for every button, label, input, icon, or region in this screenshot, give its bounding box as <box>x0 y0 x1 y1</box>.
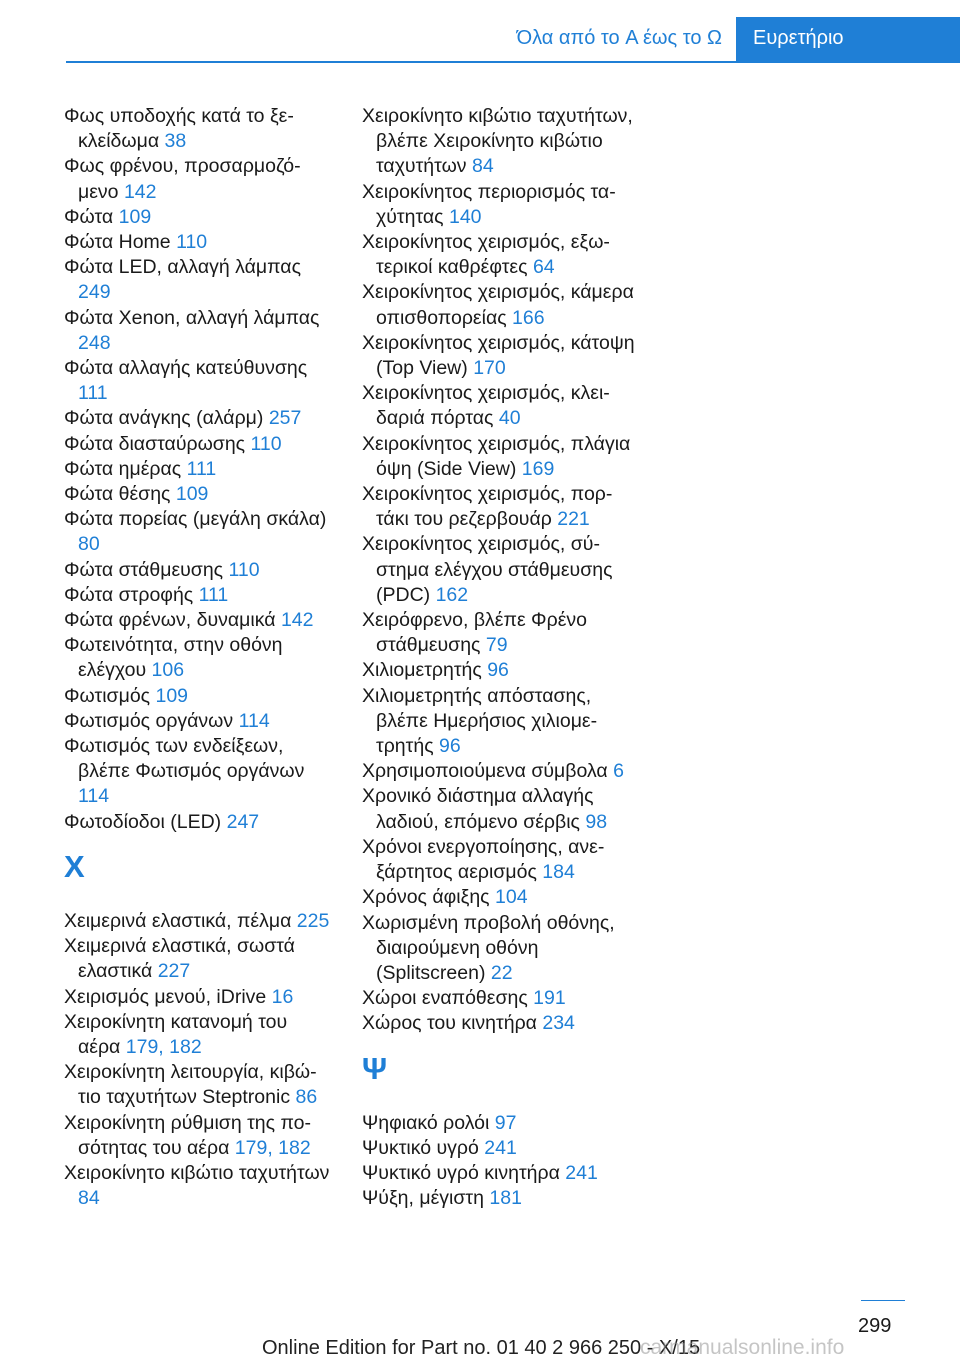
index-entry <box>362 230 637 280</box>
index-entry <box>362 911 637 987</box>
index-entry-page-link[interactable]: 96 <box>439 735 461 758</box>
index-entry-page-link[interactable]: 86 <box>295 1086 318 1109</box>
index-entry-page-link[interactable]: 184 <box>542 861 575 884</box>
index-entry-page-link[interactable]: 179, 182 <box>234 1136 311 1159</box>
index-entry-page-link[interactable]: 96 <box>487 659 509 682</box>
index-entry-page-link[interactable]: 248 <box>78 331 111 354</box>
index-entry-page-link[interactable]: 79 <box>485 634 508 657</box>
index-entry <box>362 331 637 381</box>
index-entry-term: Φώτα LED, αλλαγή λάμπας <box>64 256 301 279</box>
index-entry-page-link[interactable]: 84 <box>471 155 494 178</box>
index-entry <box>362 381 637 431</box>
index-entry-term: Φωτεινότητα, στην οθόνη ελέγχου <box>64 634 283 682</box>
index-entry-term: Χειροκίνητη κατανομή του αέρα <box>64 1010 288 1058</box>
index-column-left <box>64 104 332 1211</box>
index-entry <box>64 154 332 204</box>
index-entry-term: Χρόνος άφιξης <box>362 886 495 909</box>
index-entry-page-link[interactable]: 109 <box>175 483 209 506</box>
index-entry <box>362 1186 637 1211</box>
index-entry <box>64 255 332 305</box>
index-entry-term: Χειροκίνητη λειτουργία, κιβώτιο ταχυτήτων Steptronic <box>64 1061 317 1109</box>
index-entry-term: Φως υποδοχής κατά το ξεκλείδωμα <box>64 105 294 153</box>
index-entry-page-link[interactable]: 111 <box>198 583 229 606</box>
index-entry-page-link[interactable]: 6 <box>613 760 624 783</box>
index-entry-term: Χειροκίνητο κιβώτιο ταχυτήτων, βλέπε Χειροκίνητο κιβώτιο ταχυτήτων <box>362 105 633 178</box>
index-entry <box>64 985 332 1010</box>
index-entry-page-link[interactable]: 111 <box>78 382 108 405</box>
index-column-right <box>362 104 637 1211</box>
index-entry <box>64 709 332 734</box>
index-entry <box>64 432 332 457</box>
index-entry-page-link[interactable]: 110 <box>228 558 260 581</box>
index-entry-term: Φωτοδίοδοι (LED) <box>64 810 227 833</box>
index-entry-term: Χρόνοι ενεργοποίησης, ανεξάρτητος αερισμός <box>362 835 605 884</box>
index-entry-term: Φώτα Xenon, αλλαγή λάμπας <box>64 306 320 329</box>
index-entry <box>362 104 637 180</box>
index-entry <box>64 734 332 810</box>
index-entry <box>64 306 332 356</box>
index-entry <box>362 986 637 1011</box>
index-entry-page-link[interactable]: 110 <box>176 231 208 254</box>
index-entry-page-link[interactable]: 169 <box>521 457 555 480</box>
index-entry-term: Χώροι εναπόθεσης <box>362 987 534 1010</box>
index-entry-page-link[interactable]: 257 <box>268 407 302 430</box>
index-entry-page-link[interactable]: 249 <box>78 281 111 304</box>
index-entry-term: Χειροκίνητος χειρισμός, εξωτερικοί καθρέφτες <box>362 231 610 279</box>
index-entry-term: Χειροκίνητος χειρισμός, κάμερα οπισθοπορείας <box>362 281 634 329</box>
index-entry <box>362 1011 637 1036</box>
index-entry-page-link[interactable]: 241 <box>565 1161 598 1184</box>
page-number: 299 <box>858 1315 892 1337</box>
index-letter-heading: Χ <box>64 848 85 884</box>
index-entry-term: Χωρισμένη προβολή οθόνης, διαιρούμενη οθόνη (Splitscreen) <box>362 911 615 984</box>
index-entry-page-link[interactable]: 97 <box>494 1111 517 1134</box>
index-entry <box>362 180 637 230</box>
index-entry-term: Χρησιμοποιούμενα σύμβολα <box>362 760 614 783</box>
index-entry-page-link[interactable]: 40 <box>498 407 521 430</box>
index-entry <box>362 658 637 683</box>
index-entry-page-link[interactable]: 109 <box>155 684 189 707</box>
index-entry-term: Χώρος του κινητήρα <box>362 1012 543 1035</box>
index-entry-term: Φώτα στροφής <box>64 583 199 606</box>
index-entry-term: Φώτα <box>64 205 119 228</box>
index-entry-term: Φως φρένου, προσαρμοζόμενο <box>64 155 301 203</box>
index-entry <box>362 684 637 760</box>
index-entry <box>362 759 637 784</box>
index-entry-page-link[interactable]: 114 <box>78 785 110 808</box>
index-entry-page-link[interactable]: 227 <box>157 960 191 983</box>
index-entry-term: Χειροκίνητος χειρισμός, πλάγια όψη (Side View) <box>362 432 631 480</box>
index-entry-term: Ψυκτικό υγρό κινητήρα <box>362 1161 566 1184</box>
index-entry-page-link[interactable]: 234 <box>542 1012 575 1035</box>
index-entry-page-link[interactable]: 80 <box>78 533 100 556</box>
index-entry-term: Ψύξη, μέγιστη <box>362 1187 490 1210</box>
index-entry-page-link[interactable]: 140 <box>448 205 482 228</box>
index-entry <box>362 784 637 834</box>
index-entry <box>64 406 332 431</box>
index-entry-page-link[interactable]: 22 <box>490 961 513 984</box>
index-entry <box>362 280 637 330</box>
index-entry <box>64 1111 332 1161</box>
index-entry-term: Χειροκίνητος χειρισμός, κλειδαριά πόρτας <box>362 382 610 430</box>
index-entry-page-link[interactable]: 114 <box>238 709 270 732</box>
index-entry-term: Χειροκίνητος περιορισμός ταχύτητας <box>362 180 616 228</box>
index-entry <box>362 835 637 885</box>
edition-note: Online Edition for Part no. 01 40 2 966 250 - X/15 <box>262 1337 701 1359</box>
index-entry-term: Φώτα φρένων, δυναμικά <box>64 609 281 632</box>
index-entry <box>64 684 332 709</box>
index-entry-term: Χειροκίνητος χειρισμός, πορτάκι του ρεζερβουάρ <box>362 483 613 531</box>
index-entry-page-link[interactable]: 142 <box>123 180 157 203</box>
index-entry-term: Χειμερινά ελαστικά, πέλμα <box>64 909 297 932</box>
index-entry-page-link[interactable]: 64 <box>532 256 555 279</box>
index-entry-page-link[interactable]: 241 <box>484 1136 517 1159</box>
index-entry-term: Χειρόφρενο, βλέπε Φρένο στάθμευσης <box>362 609 587 657</box>
index-entry <box>64 1161 332 1211</box>
index-entry-term: Χιλιομετρητής <box>362 659 488 682</box>
index-entry-page-link[interactable]: 166 <box>512 306 545 329</box>
page-header <box>0 17 960 63</box>
footer-rule <box>861 1300 905 1301</box>
index-entry-page-link[interactable]: 221 <box>557 508 590 531</box>
index-entry <box>362 1111 637 1136</box>
index-entry-page-link[interactable]: 84 <box>78 1187 100 1210</box>
index-entry-page-link[interactable]: 38 <box>164 130 187 153</box>
index-entry-term: Φώτα ημέρας <box>64 457 187 480</box>
index-entry <box>64 482 332 507</box>
index-entry-term: Χειροκίνητος χειρισμός, κάτοψη (Top View) <box>362 331 635 380</box>
index-entry <box>64 583 332 608</box>
index-entry-page-link[interactable]: 110 <box>250 432 282 455</box>
index-entry-term: Χιλιομετρητής απόστασης, βλέπε Ημερήσιος χιλιομετρητής <box>362 684 598 758</box>
index-entry <box>362 1161 637 1186</box>
index-entry-term: Φώτα αλλαγής κατεύθυνσης <box>64 357 308 380</box>
index-entry-term: Χειροκίνητος χειρισμός, σύστημα ελέγχου στάθμευσης (PDC) <box>362 533 613 606</box>
index-entry-term: Φωτισμός των ενδείξεων, βλέπε Φωτισμός οργάνων <box>64 735 305 783</box>
index-entry <box>64 1010 332 1060</box>
index-entry <box>362 532 637 608</box>
index-entry <box>64 230 332 255</box>
index-entry <box>362 1136 637 1161</box>
index-entry <box>64 934 332 984</box>
index-entry-page-link[interactable]: 16 <box>271 985 294 1008</box>
header-rule <box>66 61 736 63</box>
index-entry-term: Φώτα πορείας (μεγάλη σκάλα) <box>64 508 327 531</box>
index-entry-page-link[interactable]: 179, 182 <box>125 1035 202 1058</box>
index-tab[interactable]: Ευρετήριο <box>736 17 960 63</box>
index-entry-page-link[interactable]: 170 <box>473 357 506 380</box>
index-entry-term: Φώτα ανάγκης (αλάρμ) <box>64 407 269 430</box>
index-entry-page-link[interactable]: 225 <box>296 909 330 932</box>
index-entry <box>64 507 332 557</box>
index-entry <box>64 558 332 583</box>
index-entry-page-link[interactable]: 98 <box>585 810 608 833</box>
index-entry-term: Χρονικό διάστημα αλλαγής λαδιού, επόμενο σέρβις <box>362 785 594 833</box>
index-entry <box>64 909 332 934</box>
section-title: Όλα από το A έως το Ω <box>516 27 722 49</box>
index-entry <box>64 356 332 406</box>
index-entry-term: Ψυκτικό υγρό <box>362 1136 485 1159</box>
index-entry <box>64 205 332 230</box>
index-entry-term: Φώτα θέσης <box>64 483 176 506</box>
index-entry-term: Ψηφιακό ρολόι <box>362 1111 495 1134</box>
index-entry <box>362 482 637 532</box>
index-entry-page-link[interactable]: 109 <box>118 205 152 228</box>
index-entry <box>64 457 332 482</box>
index-entry-term: Χειμερινά ελαστικά, σωστά ελαστικά <box>64 935 295 983</box>
index-entry-page-link[interactable]: 106 <box>151 659 185 682</box>
index-entry <box>64 1060 332 1110</box>
index-entry-term: Χειροκίνητη ρύθμιση της ποσότητας του αέρα <box>64 1111 311 1159</box>
index-entry <box>362 432 637 482</box>
index-entry-term: Φώτα στάθμευσης <box>64 558 229 581</box>
index-entry-page-link[interactable]: 191 <box>533 987 566 1010</box>
index-entry-page-link[interactable]: 142 <box>280 609 314 632</box>
index-entry-term: Χειρισμός μενού, iDrive <box>64 985 272 1008</box>
index-entry-page-link[interactable]: 104 <box>495 886 528 909</box>
index-entry-term: Φώτα διασταύρωσης <box>64 432 251 455</box>
index-entry-term: Φώτα Home <box>64 231 177 254</box>
index-entry <box>64 810 332 835</box>
index-entry-term: Χειροκίνητο κιβώτιο ταχυτήτων <box>64 1161 330 1184</box>
index-entry-page-link[interactable]: 247 <box>226 810 260 833</box>
index-entry-page-link[interactable]: 181 <box>489 1187 522 1210</box>
index-entry-page-link[interactable]: 111 <box>186 457 217 480</box>
index-entry-term: Φωτισμός <box>64 684 156 707</box>
index-entry <box>362 885 637 910</box>
index-entry <box>64 104 332 154</box>
index-entry <box>64 633 332 683</box>
index-entry <box>362 608 637 658</box>
index-entry-term: Φωτισμός οργάνων <box>64 709 239 732</box>
index-letter-heading: Ψ <box>362 1050 388 1086</box>
watermark: carmanualsonline.info <box>640 1336 845 1359</box>
index-entry-page-link[interactable]: 162 <box>435 583 469 606</box>
index-entry <box>64 608 332 633</box>
